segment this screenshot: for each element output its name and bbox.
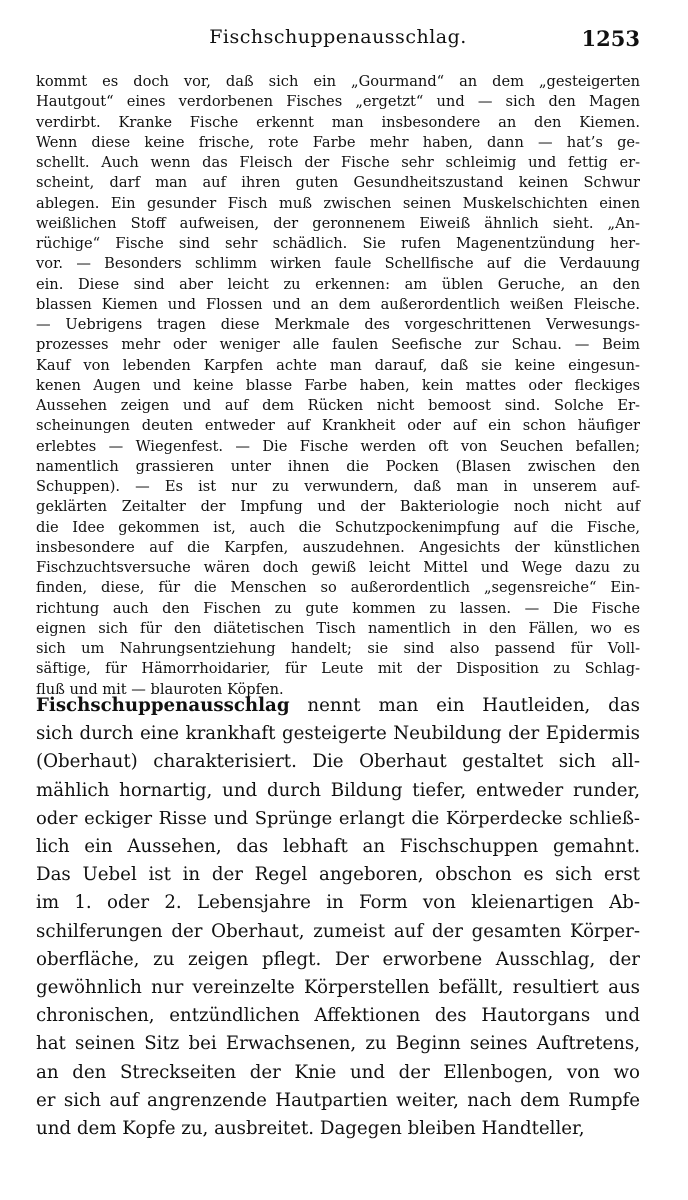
text-line [36, 692, 640, 720]
text-line: oder eckiger Risse und Sprünge erlangt die Körperdecke schließ- [36, 807, 640, 829]
page-header [36, 26, 640, 56]
text-line: hat seinen Sitz bei Erwachsenen, zu Beginn seines Auftretens, [36, 1033, 640, 1055]
text-line: namentlich grassieren unter ihnen die Pocken (Blasen zwischen den [36, 457, 640, 475]
text-line: insbesondere auf die Karpfen, auszudehnen. Angesichts der künstlichen [36, 538, 640, 556]
text-line: ein. Diese sind aber leicht zu erkennen: am üblen Geruche, an den [36, 275, 640, 293]
text-line: schellt. Auch wenn das Fleisch der Fische sehr schleimig und fettig er- [36, 154, 640, 171]
text-line: (Oberhaut) charakterisiert. Die Oberhaut gestaltet sich all- [36, 751, 640, 773]
entry-lemma: Fischschuppenausschlag [36, 695, 290, 716]
text-line: blassen Kiemen und Flossen und an dem außerordentlich weißen Fleische. [36, 295, 640, 313]
text-line: Schuppen). — Es ist nur zu verwundern, daß man in unserem auf- [36, 478, 640, 495]
text-line: Kauf von lebenden Karpfen achte man darauf, daß sie keine eingesun- [36, 356, 640, 374]
text-line: fluß und mit — blauroten Köpfen. [36, 680, 284, 698]
text-line: Aussehen zeigen und auf dem Rücken nicht bemoost sind. Solche Er- [36, 397, 640, 414]
paragraph-fish-spoilage [36, 72, 640, 700]
text-line: weißlichen Stoff aufweisen, der geronnenem Eiweiß ähnlich sieht. „An- [36, 214, 640, 232]
text-line: sich durch eine krankhaft gesteigerte Neubildung der Epidermis [36, 723, 640, 745]
text-line: erlebtes — Wiegenfest. — Die Fische werden oft von Seuchen befallen; [36, 437, 640, 455]
text-line: schilferungen der Oberhaut, zumeist auf der gesamten Körper- [36, 920, 640, 942]
text-line: und dem Kopfe zu, ausbreitet. Dagegen bleiben Handteller, [36, 1118, 585, 1140]
text-line: vor. — Besonders schlimm wirken faule Schellfische auf die Verdauung [36, 255, 640, 273]
text-line: richtung auch den Fischen zu gute kommen zu lassen. — Die Fische [36, 599, 640, 617]
text-line: eignen sich für den diätetischen Tisch namentlich in den Fällen, wo es [36, 619, 640, 637]
text-line: Wenn diese keine frische, rote Farbe mehr haben, dann — hat’s ge- [36, 133, 640, 151]
text-line: säftige, für Hämorrhoidarier, für Leute mit der Disposition zu Schlag- [36, 660, 640, 678]
text-line: geklärten Zeitalter der Impfung und der Bakteriologie noch nicht auf [36, 498, 640, 516]
paragraph-fischschuppenausschlag [36, 692, 640, 1143]
text-line: sich um Nahrungsentziehung handelt; sie sind also passend für Voll- [36, 640, 640, 657]
text-line: rüchige“ Fische sind sehr schädlich. Sie rufen Magenentzündung her- [36, 235, 640, 252]
text-line: ablegen. Ein gesunder Fisch muß zwischen seinen Muskelschichten einen [36, 194, 640, 212]
text-line: — Uebrigens tragen diese Merkmale des vorgeschrittenen Verwesungs- [36, 316, 640, 333]
text-line: Hautgout“ eines verdorbenen Fisches „ergetzt“ und — sich den Magen [36, 93, 640, 111]
text-line: Das Uebel ist in der Regel angeboren, obschon es sich erst [36, 864, 640, 886]
text-line: chronischen, entzündlichen Affektionen des Hautorgans und [36, 1005, 640, 1027]
text-line: kenen Augen und keine blasse Farbe haben, kein mattes oder fleckiges [36, 376, 640, 394]
text-line: im 1. oder 2. Lebensjahre in Form von kleienartigen Ab- [36, 892, 640, 914]
text-line: mählich hornartig, und durch Bildung tiefer, entweder runder, [36, 779, 640, 801]
text-line: gewöhnlich nur vereinzelte Körperstellen befällt, resultiert aus [36, 977, 640, 999]
text-line: die Idee gekommen ist, auch die Schutzpockenimpfung auf die Fische, [36, 518, 640, 536]
text-line: verdirbt. Kranke Fische erkennt man insbesondere an den Kiemen. [36, 113, 640, 131]
text-line: prozesses mehr oder weniger alle faulen Seefische zur Schau. — Beim [36, 336, 640, 354]
text-line: finden, diese, für die Menschen so außerordentlich „segensreiche“ Ein- [36, 579, 640, 597]
text-line: Fischzuchtsversuche wären doch gewiß leicht Mittel und Wege dazu zu [36, 559, 640, 576]
text-line: lich ein Aussehen, das lebhaft an Fischschuppen gemahnt. [36, 836, 640, 858]
text-line: kommt es doch vor, daß sich ein „Gourmand“ an dem „gesteigerten [36, 73, 640, 90]
text-line: scheint, darf man auf ihren guten Gesundheitszustand keinen Schwur [36, 174, 640, 192]
page-number: 1253 [581, 26, 640, 51]
lemma-continuation: nennt man ein Hautleiden, das [289, 695, 640, 716]
text-line: er sich auf angrenzende Hautpartien weiter, nach dem Rumpfe [36, 1089, 640, 1111]
text-line: scheinungen deuten entweder auf Krankheit oder auf ein schon häufiger [36, 417, 640, 435]
running-head: Fischschuppenausschlag. [209, 26, 467, 48]
text-line: an den Streckseiten der Knie und der Ellenbogen, von wo [36, 1061, 640, 1083]
text-line: oberfläche, zu zeigen pflegt. Der erworbene Ausschlag, der [36, 948, 640, 970]
